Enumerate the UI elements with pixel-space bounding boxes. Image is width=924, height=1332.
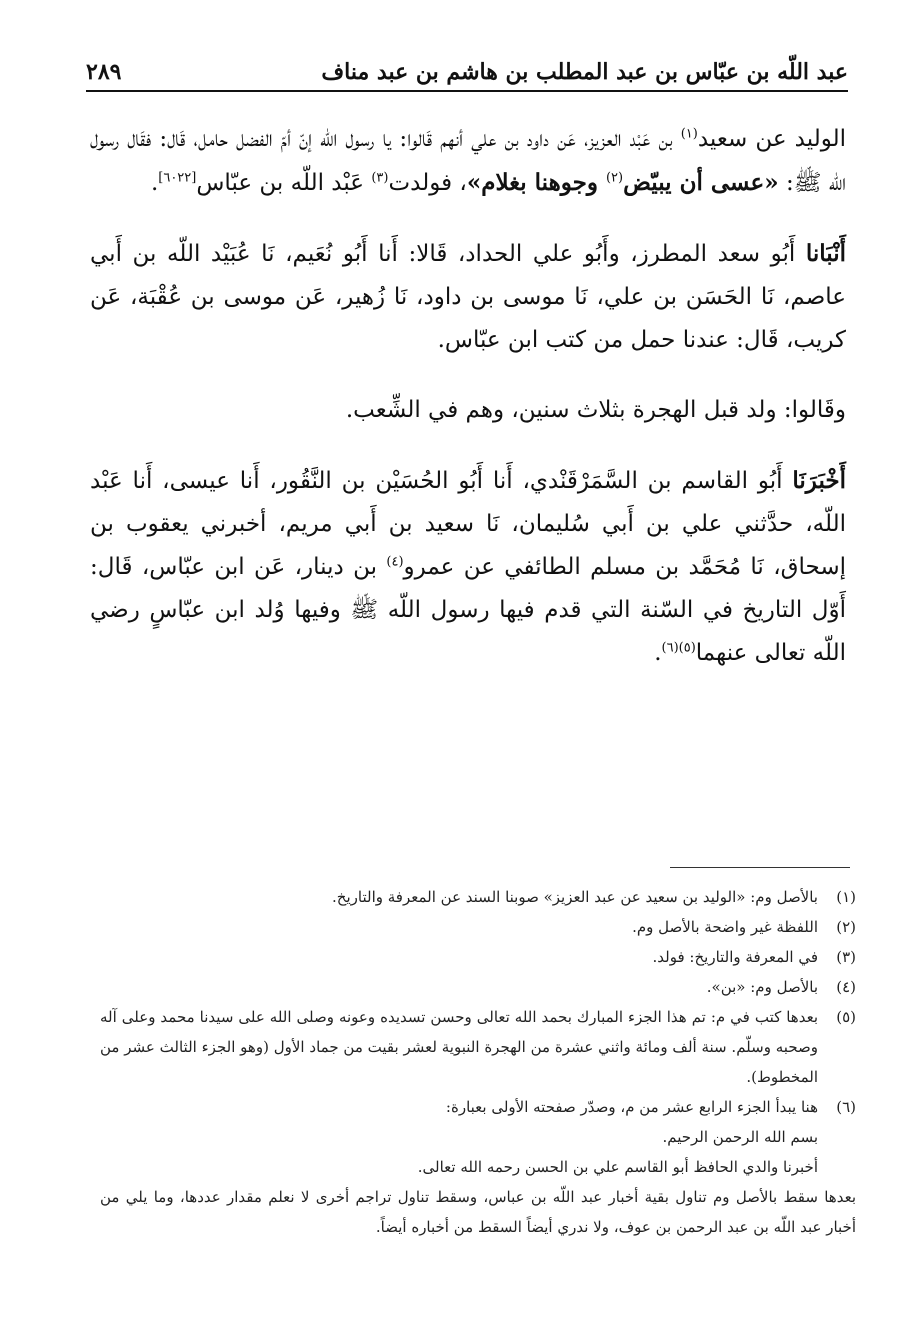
paragraph-2 — [90, 232, 846, 362]
footnote-number: (٦) — [836, 1098, 856, 1116]
footnote-text: بالأصل وم: «بن». — [706, 978, 818, 996]
footnote-6-continuation: بعدها سقط بالأصل وم تناول بقية أخبار عبد اللّه بن عباس، وسقط تناول تراجم أخرى لا نعلم مقدار عددها، وما يلي من أخبار عبد اللّه بن عبد الرحمن بن عوف، ولا ندري أيضاً السقط من أخباره أيضاً. — [100, 1188, 856, 1236]
paragraph-2-lead: أَنْبَانا — [805, 240, 846, 267]
footnote-text: في المعرفة والتاريخ: فولد. — [652, 948, 818, 966]
footnote-ref-2: (٢) — [605, 170, 624, 186]
paragraph-3 — [90, 389, 846, 432]
hadith-number: [٦٠٢٢] — [158, 170, 197, 186]
paragraph-3-text: وقَالوا: ولد قبل الهجرة بثلاث سنين، وهم في الشِّعب. — [345, 397, 846, 423]
paragraph-4-text-c: . — [654, 640, 662, 666]
paragraph-4 — [90, 459, 846, 675]
footnote-text: بعدها كتب في م: تم هذا الجزء المبارك بحمد الله تعالى وحسن تسديده وعونه وصلى الله على سيدنا محمد وعلى آله وصحبه وسلّم. سنة ألف ومائة واثني عشرة من الهجرة النبوية لعشر بقيت من جماد الأول (وهو الجزء الثالث عشر من المخطوط). — [100, 1008, 818, 1086]
hadith-quote-a: «عسى أن يبيّض — [623, 169, 779, 196]
footnote-1 — [100, 882, 856, 912]
paragraph-4-lead: أَخْبَرَنَا — [792, 467, 846, 494]
main-text — [90, 118, 846, 702]
paragraph-1 — [90, 118, 846, 205]
paragraph-1-text-b: بن عَبْد العزيز، عَن داود بن علي أنهم قَالوا: يا رسول اللّه إنّ أمّ الفضل حامل، قَال: فقَال رسول اللّه ﷺ: — [90, 126, 846, 196]
footnote-text: اللفظة غير واضحة بالأصل وم. — [632, 918, 818, 936]
paragraph-4-text-a: أَبُو القاسم بن السَّمَرْقَنْدي، أَنا أَبُو الحُسَيْن بن النَّقُور، أَنا عيسى، أَنا عَبْد اللّه، حدَّثني علي بن أَبي سُليمان، نَا سعيد بن أَبي مريم، أخبرني يعقوب بن إسحاق، نَا مُحَمَّد بن مسلم الطائفي عن عمرو — [90, 468, 846, 580]
footnote-5 — [100, 1002, 856, 1092]
footnote-text: بالأصل وم: «الوليد بن سعيد عن عبد العزيز» صوبنا السند عن المعرفة والتاريخ. — [332, 888, 818, 906]
footnote-number: (٢) — [836, 918, 856, 936]
footnote-6-line-2: أخبرنا والدي الحافظ أبو القاسم علي بن الحسن رحمه الله تعالى. — [417, 1158, 818, 1176]
running-title: عبد اللّه بن عبّاس بن عبد المطلب بن هاشم بن عبد مناف — [321, 59, 848, 85]
footnote-ref-5-6: (٥)(٦) — [661, 640, 696, 656]
paragraph-1-text-e: . — [150, 170, 159, 196]
footnote-number: (٣) — [836, 948, 856, 966]
footnote-4 — [100, 972, 856, 1002]
footnote-ref-4: (٤) — [386, 554, 404, 570]
footnote-ref-3: (٣) — [371, 170, 389, 186]
paragraph-4-text-b: بن دينار، عَن ابن عبّاس، قَال: أَوّل التاريخ في السّنة التي قدم فيها رسول اللّه ﷺ وفيها وُلد ابن عبّاسٍ رضي اللّه تعالى عنهما — [90, 554, 846, 666]
footnote-2 — [100, 912, 856, 942]
footnote-ref-1: (١) — [680, 126, 698, 142]
footnote-number: (٤) — [836, 978, 856, 996]
page-number: ٢٨٩ — [86, 59, 122, 85]
hadith-quote-b: وجوهنا بغلام» — [466, 169, 606, 196]
footnotes — [100, 882, 856, 1242]
footnote-6 — [100, 1092, 856, 1122]
paragraph-1-text-a: الوليد عن سعيد — [697, 126, 846, 152]
footnote-number: (٥) — [836, 1008, 856, 1026]
footnote-3 — [100, 942, 856, 972]
running-head — [86, 54, 848, 92]
footnote-number: (١) — [836, 888, 856, 906]
paragraph-1-text-d: عَبْد اللّه بن عبّاس — [196, 170, 372, 196]
paragraph-2-text: أَبُو سعد المطرز، وأَبُو علي الحداد، قَالا: أَنا أَبُو نُعَيم، نَا عُبَيْد اللّه بن أَبي عاصم، نَا الحَسَن بن علي، نَا موسى بن داود، نَا زُهير، عَن موسى بن عُقْبَة، عَن كريب، قَال: عندنا حمل من كتب ابن عبّاس. — [90, 241, 846, 353]
paragraph-1-text-c: ، فولدت — [388, 170, 467, 196]
footnote-6-line-1: بسم الله الرحمن الرحيم. — [662, 1128, 818, 1146]
footnote-divider — [670, 867, 850, 868]
footnote-text: هنا يبدأ الجزء الرابع عشر من م، وصدّر صفحته الأولى بعبارة: — [445, 1098, 818, 1116]
